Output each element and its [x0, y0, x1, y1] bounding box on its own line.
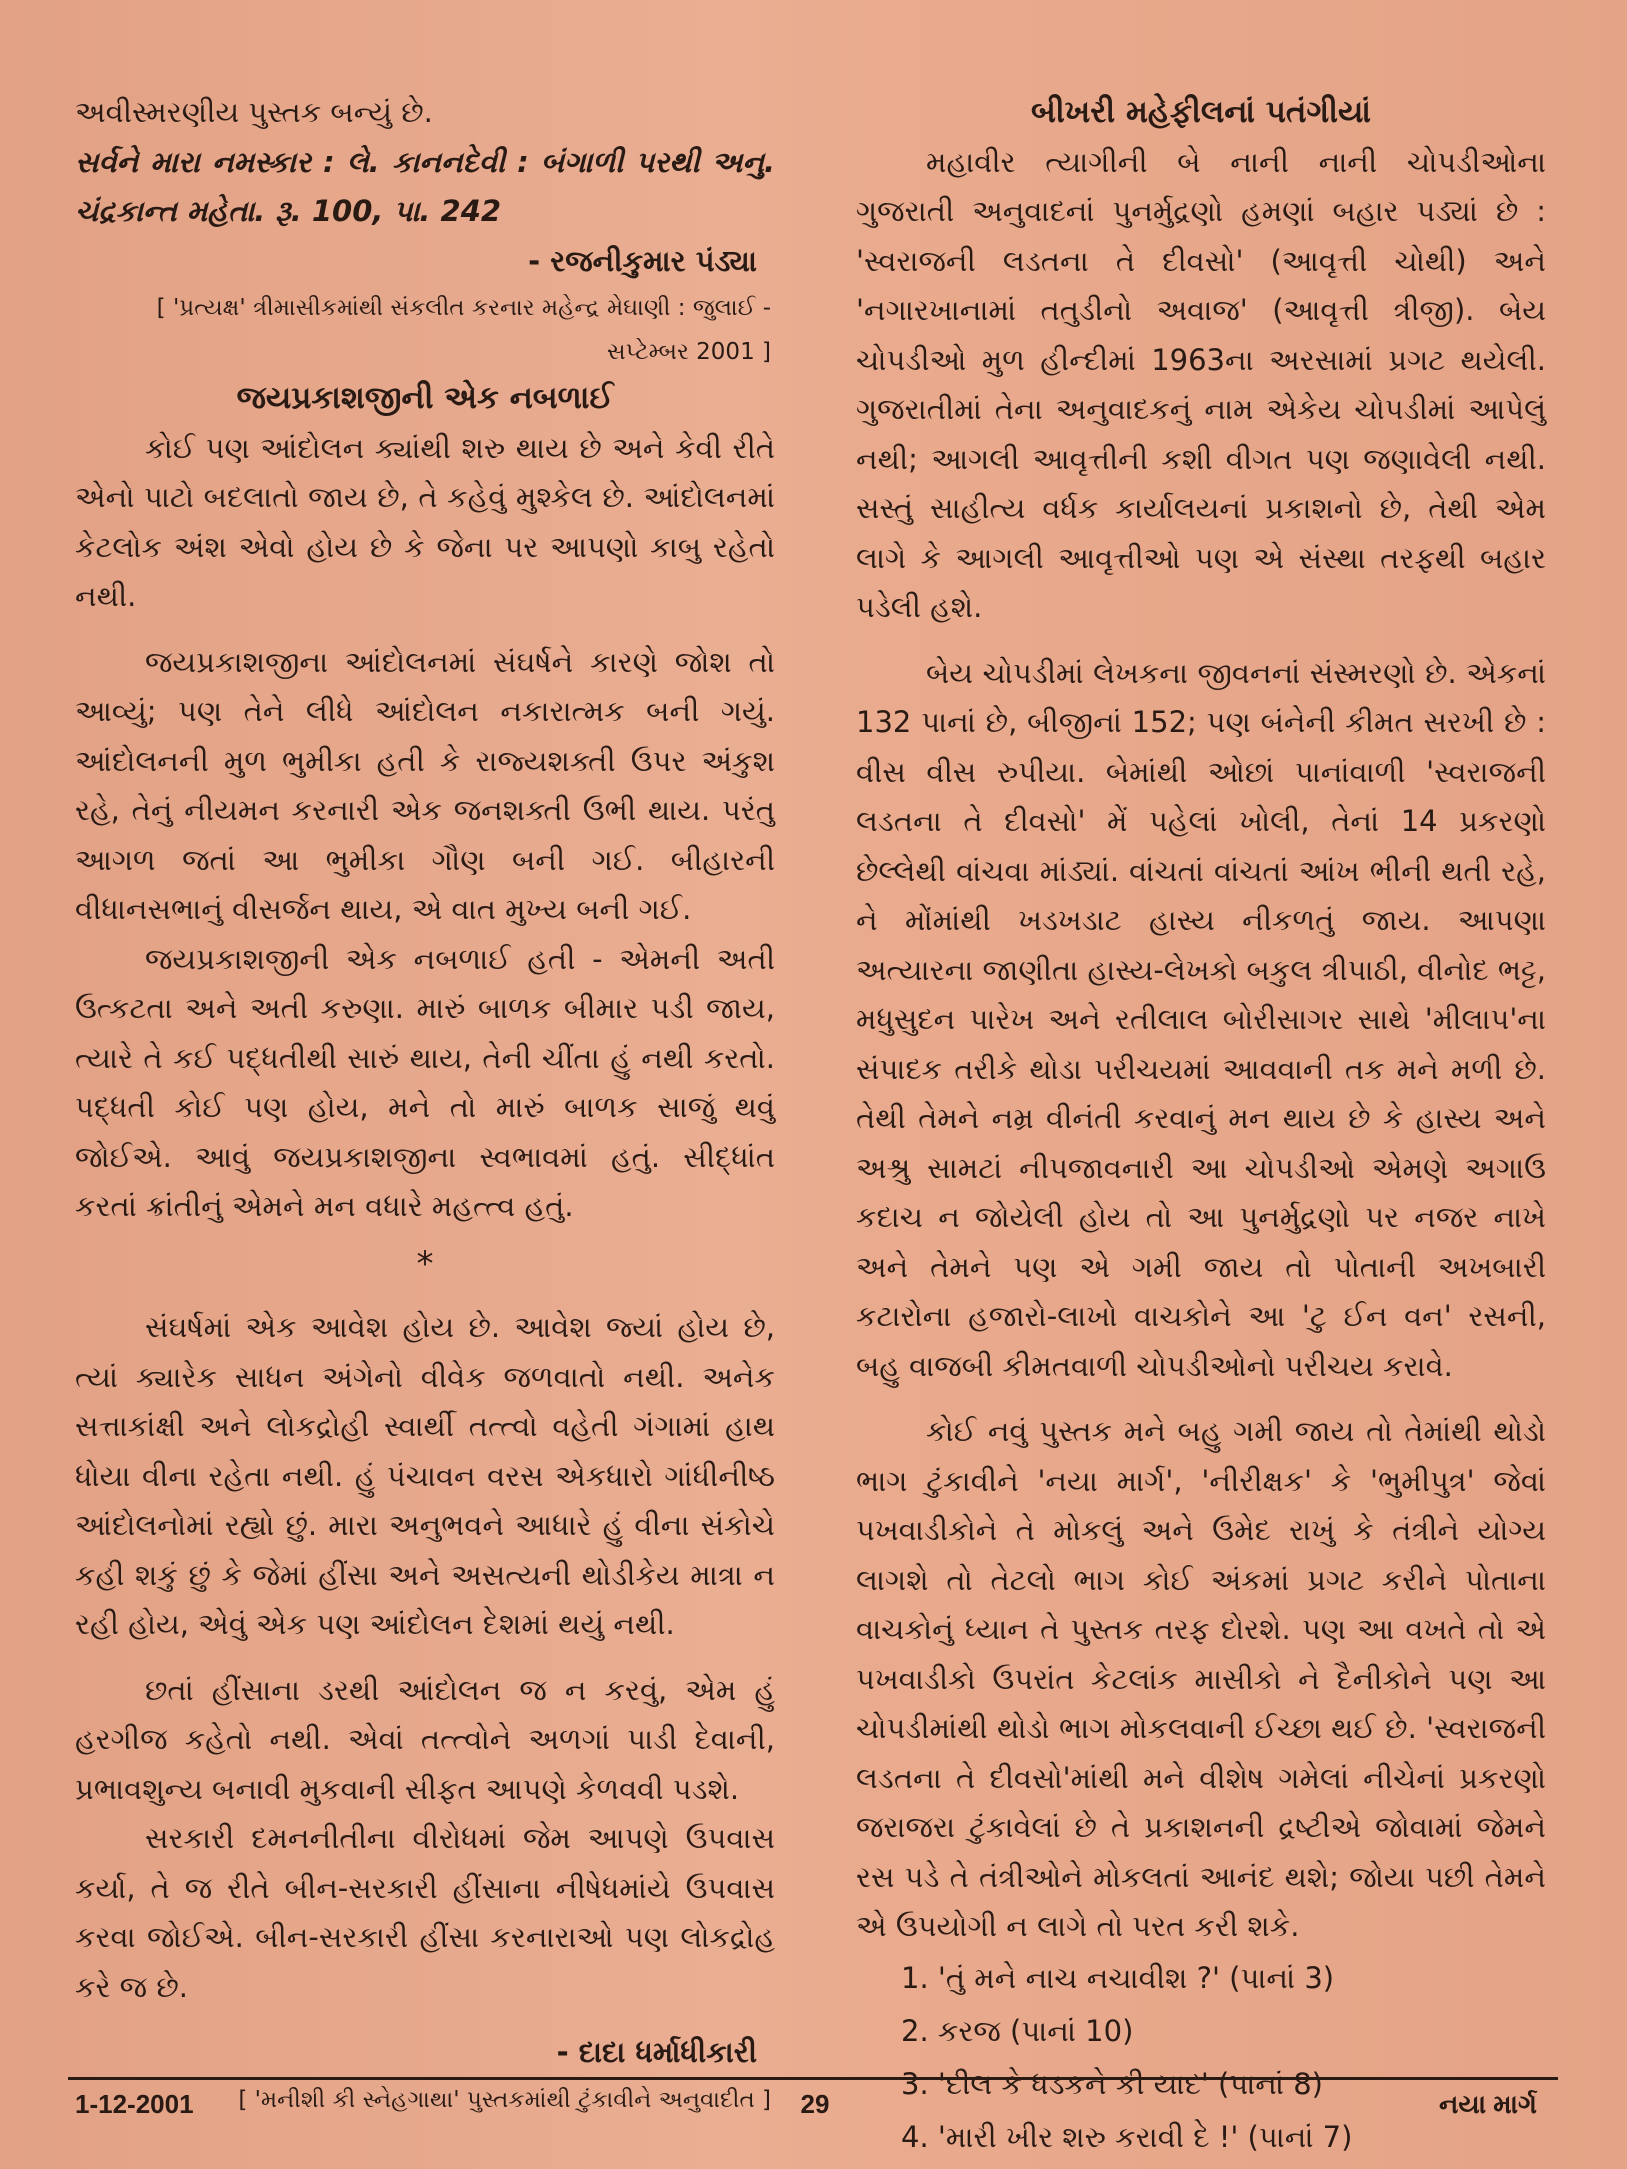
page-number: 29: [800, 2089, 830, 2119]
paragraph: કોઈ પણ આંદોલન ક્યાંથી શરુ થાય છે અને કેવી રીતે એનો પાટો બદલાતો જાય છે, તે કહેવું મુશ્કેલ છે. આંદોલનમાં કેટલોક અંશ એવો હોય છે કે જેના પર આપણો કાબુ રહેતો નથી.: [75, 430, 775, 613]
list-item: 3. 'દીલ કે ધડકને કી યાદ' (પાનાં 8): [901, 2066, 1323, 2101]
paragraph: બેય ચોપડીમાં લેખકના જીવનનાં સંસ્મરણો છે. એકનાં 132 પાનાં છે, બીજીનાં 152; પણ બંનેની કીમત સરખી છે : વીસ વીસ રુપીયા. બેમાંથી ઓછાં પાનાંવાળી 'સ્વરાજની લડતના તે દીવસો' મેં પહેલાં ખોલી, તેનાં 14 પ્રકરણો છેલ્લેથી વાંચવા માંડ્યાં. વાંચતાં વાંચતાં આંખ ભીની થતી રહે, ને મોંમાંથી ખડખડાટ હાસ્ય નીકળતું જાય. આપણા અત્યારના જાણીતા હાસ્ય-લેખકો બકુલ ત્રીપાઠી, વીનોદ ભટ્ટ, મધુસુદન પારેખ અને રતીલાલ બોરીસાગર સાથે 'મીલાપ'ના સંપાદક તરીકે થોડા પરીચયમાં આવવાની તક મને મળી છે. તેથી તેમને નમ્ર વીનંતી કરવાનું મન થાય છે કે હાસ્ય અને અશ્રુ સામટાં નીપજાવનારી આ ચોપડીઓ એમણે અગાઉ કદાચ ન જોયેલી હોય તો આ પુનર્મુદ્રણો પર નજર નાખે અને તેમને પણ એ ગમી જાય તો પોતાની અખબારી કટારોના હજારો-લાખો વાચકોને આ 'ટુ ઈન વન' રસની, બહુ વાજબી કીમતવાળી ચોપડીઓનો પરીચય કરાવે.: [856, 655, 1546, 1383]
signature-dada: - દાદા ધર્માધીકારી: [556, 2035, 757, 2069]
paragraph: જયપ્રકાશજીના આંદોલનમાં સંઘર્ષને કારણે જોશ તો આવ્યું; પણ તેને લીધે આંદોલન નકારાત્મક બની ગયું. આંદોલનની મુળ ભુમીકા હતી કે રાજ્યશક્તી ઉપર અંકુશ રહે, તેનું નીયમન કરનારી એક જનશક્તી ઉભી થાય. પરંતુ આગળ જતાં આ ભુમીકા ગૌણ બની ગઈ. બીહારની વીધાનસભાનું વીસર્જન થાય, એ વાત મુખ્ય બની ગઈ.: [75, 644, 775, 926]
spacer: [856, 633, 1546, 649]
paragraph: સરકારી દમનનીતીના વીરોધમાં જેમ આપણે ઉપવાસ કર્યા, તે જ રીતે બીન-સરકારી હીંસાના નીષેધમાંયે ઉપવાસ કરવા જોઈએ. બીન-સરકારી હીંસા કરનારાઓ પણ લોકદ્રોહ કરે જ છે.: [75, 1821, 775, 2004]
paragraph: કોઈ નવું પુસ્તક મને બહુ ગમી જાય તો તેમાંથી થોડો ભાગ ટુંકાવીને 'નયા માર્ગ', 'નીરીક્ષક' કે 'ભુમીપુત્ર' જેવાં પખવાડીકોને તે મોકલું અને ઉમેદ રાખું કે તંત્રીને યોગ્ય લાગશે તો તેટલો ભાગ કોઈ અંકમાં પ્રગટ કરીને પોતાના વાચકોનું ધ્યાન તે પુસ્તક તરફ દોરશે. પણ આ વખતે તો એ પખવાડીકો ઉપરાંત કેટલાંક માસીકો ને દૈનીકોને પણ આ ચોપડીમાંથી થોડો ભાગ મોકલવાની ઈચ્છા થઈ છે. 'સ્વરાજની લડતના તે દીવસો'માંથી મને વીશેષ ગમેલાં નીચેનાં પ્રકરણો જરાજરા ટુંકાવેલાં છે તે પ્રકાશનની દ્રષ્ટીએ જોવામાં જેમને રસ પડે તે તંત્રીઓને મોકલતાં આનંદ થશે; જોયા પછી તેમને એ ઉપયોગી ન લાગે તો પરત કરી શકે.: [856, 1414, 1546, 1943]
source-note-2: [ 'મનીશી કી સ્નેહગાથા' પુસ્તકમાંથી ટુંકાવીને અનુવાદીત ]: [238, 2086, 771, 2113]
paragraph: છતાં હીંસાના ડરથી આંદોલન જ ન કરવું, એમ હું હરગીજ કહેતો નથી. એવાં તત્ત્વોને અળગાં પાડી દેવાની, પ્રભાવશુન્ય બનાવી મુકવાની સીફત આપણે કેળવવી પડશે.: [75, 1672, 775, 1806]
article-heading-jp: જયપ્રકાશજીની એક નબળાઈ: [236, 380, 614, 416]
list-item: 1. 'તું મને નાચ નચાવીશ ?' (પાનાં 3): [901, 1960, 1335, 1995]
spacer: [75, 1650, 775, 1666]
footer-date: 1-12-2001: [75, 2089, 194, 2119]
spacer: [856, 1391, 1546, 1407]
list-item: 2. કરજ (પાનાં 10): [901, 2013, 1134, 2048]
intro-line: અવીસ્મરણીય પુસ્તક બન્યું છે.: [75, 95, 433, 129]
spacer: [75, 2012, 775, 2028]
right-column: [856, 88, 1546, 2164]
section-separator-asterisk: *: [416, 1243, 434, 1284]
paragraph: સંઘર્ષમાં એક આવેશ હોય છે. આવેશ જ્યાં હોય છે, ત્યાં ક્યારેક સાધન અંગેનો વીવેક જળવાતો નથી. અનેક સત્તાકાંક્ષી અને લોકદ્રોહી સ્વાર્થી તત્ત્વો વહેતી ગંગામાં હાથ ધોયા વીના રહેતા નથી. હું પંચાવન વરસ એકધારો ગાંધીનીષ્ઠ આંદોલનોમાં રહ્યો છું. મારા અનુભવને આધારે હું વીના સંકોચે કહી શકું છું કે જેમાં હીંસા અને અસત્યની થોડીકેય માત્રા ન રહી હોય, એવું એક પણ આંદોલન દેશમાં થયું નથી.: [75, 1310, 775, 1641]
chapter-list: [856, 1952, 1546, 2164]
book-reference: સર્વને મારા નમસ્કાર : લે. કાનનદેવી : બંગાળી પરથી અનુ. ચંદ્રકાન્ત મહેતા. રૂ. 100, પા. 242: [75, 144, 775, 228]
article-heading-bikhri: બીખરી મહેફીલનાં પતંગીયાં: [1031, 94, 1371, 130]
signature-rajnikumar: - રજનીકુમાર પંડ્યા: [528, 243, 757, 278]
journal-name: નયા માર્ગ: [1439, 2089, 1537, 2119]
left-column: [75, 88, 775, 2122]
paragraph: મહાવીર ત્યાગીની બે નાની નાની ચોપડીઓના ગુજરાતી અનુવાદનાં પુનર્મુદ્રણો હમણાં બહાર પડ્યાં છે : 'સ્વરાજની લડતના તે દીવસો' (આવૃત્તી ચોથી) અને 'નગારખાનામાં તતુડીનો અવાજ' (આવૃત્તી ત્રીજી). બેય ચોપડીઓ મુળ હીન્દીમાં 1963ના અરસામાં પ્રગટ થયેલી. ગુજરાતીમાં તેના અનુવાદકનું નામ એકેય ચોપડીમાં આપેલું નથી; આગલી આવૃત્તીની કશી વીગત પણ જણાવેલી નથી. સસ્તું સાહીત્ય વર્ધક કાર્યાલયનાં પ્રકાશનો છે, તેથી એમ લાગે કે આગલી આવૃત્તીઓ પણ એ સંસ્થા તરફથી બહાર પડેલી હશે.: [856, 144, 1546, 624]
list-item: 4. 'મારી ખીર શરુ કરાવી દે !' (પાનાં 7): [901, 2119, 1353, 2154]
paragraph: જયપ્રકાશજીની એક નબળાઈ હતી - એમની અતી ઉત્કટતા અને અતી કરુણા. મારું બાળક બીમાર પડી જાય, ત્યારે તે કઈ પદ્ધતીથી સારું થાય, તેની ચીંતા હું નથી કરતો. પદ્ધતી કોઈ પણ હોય, મને તો મારું બાળક સાજું થવું જોઈએ. આવું જયપ્રકાશજીના સ્વભાવમાં હતું. સીદ્ધાંત કરતાં ક્રાંતીનું એમને મન વધારે મહત્ત્વ હતું.: [75, 941, 775, 1223]
source-note-1: [ 'પ્રત્યક્ષ' ત્રીમાસીકમાંથી સંકલીત કરનાર મહેન્દ્ર મેઘાણી : જુલાઈ - સપ્ટેમ્બર 2001 ]: [156, 295, 771, 365]
footer-divider: [68, 2077, 1558, 2080]
spacer: [75, 622, 775, 638]
